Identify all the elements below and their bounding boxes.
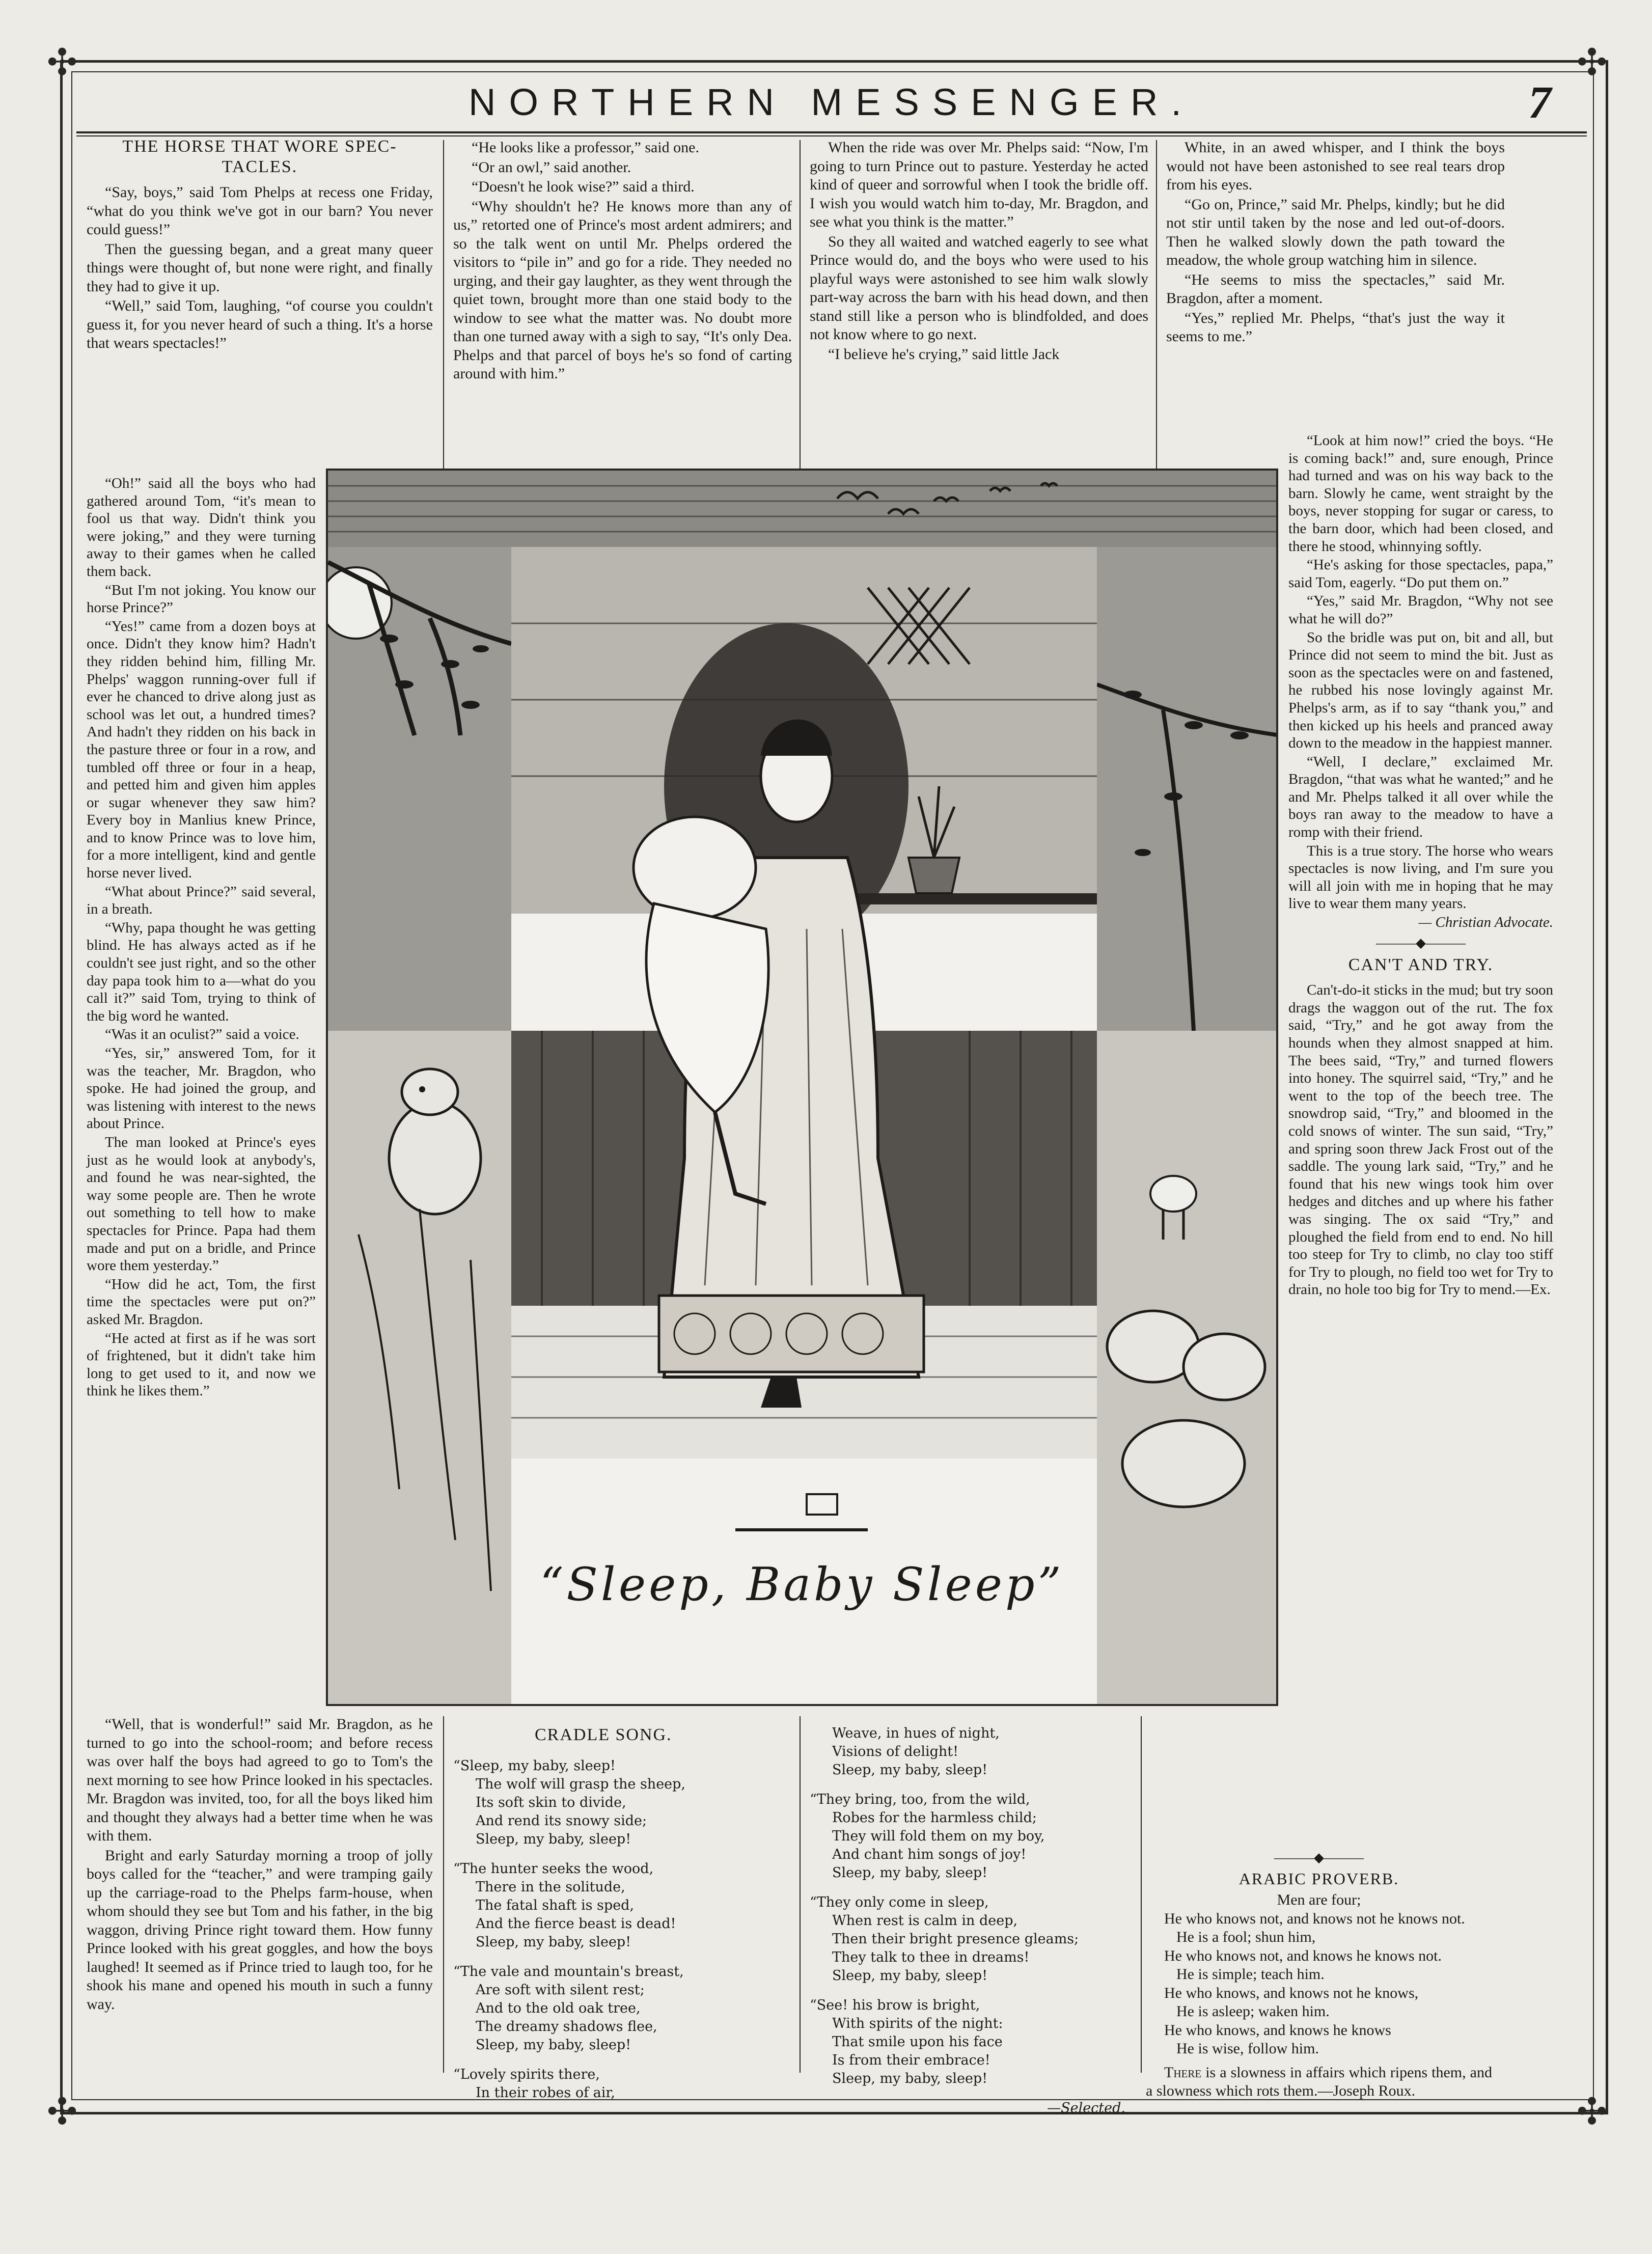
column-rule xyxy=(443,140,444,469)
section-title: CAN'T AND TRY. xyxy=(1348,955,1494,975)
poem-stanza xyxy=(453,1860,789,1951)
paragraph: White, in an awed whisper, and I think the boys would not have been astonished to see real tears drop from his eyes. xyxy=(1166,139,1505,193)
poem-stanza xyxy=(810,1791,1136,1882)
cradle-song-left xyxy=(453,1757,789,2113)
poem-line: And to the old oak tree, xyxy=(476,2000,641,2016)
paragraph: “Go on, Prince,” said Mr. Phelps, kindly; but he did not stir until taken by the nose and led out-of-doors. Then he walked slowly down the path toward the meadow, the whole group watching him in silence. xyxy=(1166,196,1505,268)
article-credit: — Christian Advocate. xyxy=(1418,914,1553,931)
paragraph: “Was it an oculist?” said a voice. xyxy=(105,1026,299,1043)
article-column-1-bottom xyxy=(87,1715,433,2015)
poem-line: The dreamy shadows flee, xyxy=(476,2019,657,2035)
paragraph: Then the guessing began, and a great many queer things were thought of, but none were right, and finally they had to give it up. xyxy=(87,240,433,295)
proverb-line: He who knows not, and knows not he knows not. xyxy=(1164,1910,1465,1927)
masthead-rule xyxy=(76,131,1587,133)
paragraph: “Why shouldn't he? He knows more than any of us,” retorted one of Prince's most ardent admirers; and so the talk went on until Mr. Phelps ordered the visitors to “pile in” and go for a ride. They needed no urging, and their gay laughter, as they went through the quiet town, brought more than one staid body to the window to see what the matter was. No doubt more than one turned away with a sigh to say, “It's only Dea. Phelps and that parcel of boys he's so fond of carting around with him.” xyxy=(453,198,792,382)
poem-line: The fatal shaft is sped, xyxy=(476,1898,635,1913)
paragraph: “Yes!” came from a dozen boys at once. Didn't they know him? Hadn't they ridden behind him, filling Mr. Phelps' waggon running-over full if ever he chanced to drive along just as school was let out, a hundred times? And hadn't they ridden on his back in the pasture three or four in a row, and tumbled off three or four in a heap, and petted him and given him apples or sugar whenever they saw him? Every boy in Manlius knew Prince, and to know Prince was to love him, for a more intelligent, kind and gentle horse never lived. xyxy=(87,618,316,882)
proverb-line: He who knows, and knows not he knows, xyxy=(1164,1984,1419,2001)
poem-line: With spirits of the night: xyxy=(832,2016,1003,2031)
column-rule xyxy=(800,140,801,469)
column-rule xyxy=(1156,140,1157,469)
poem-line: The wolf will grasp the sheep, xyxy=(476,1776,686,1792)
article-column-1-narrow xyxy=(87,475,316,1401)
poem-line: “The hunter seeks the wood, xyxy=(453,1861,654,1877)
paragraph: “Say, boys,” said Tom Phelps at recess one Friday, “what do you think we've got in our barn? You never could guess!” xyxy=(87,184,433,238)
corner-ornament-icon: ✣ xyxy=(1576,41,1608,84)
poem-line: Sleep, my baby, sleep! xyxy=(476,2037,631,2053)
corner-ornament-icon: ✣ xyxy=(46,2090,78,2133)
poem-line: “Sleep, my baby, sleep! xyxy=(453,1758,616,1774)
section-title: ARABIC PROVERB. xyxy=(1238,1869,1399,1888)
poem-line: Are soft with silent rest; xyxy=(476,1982,645,1998)
poem-stanza xyxy=(810,1996,1136,2088)
article-column-1-top xyxy=(87,136,433,354)
paragraph: “Yes,” replied Mr. Phelps, “that's just the way it seems to me.” xyxy=(1166,309,1505,345)
proverb-line: He is a fool; shun him, xyxy=(1176,1929,1316,1945)
corner-ornament-icon: ✣ xyxy=(46,41,78,84)
article-column-4-narrow xyxy=(1288,432,1553,1300)
poem-line: Weave, in hues of night, xyxy=(832,1725,1000,1741)
proverb-line: He who knows not, and knows he knows not. xyxy=(1164,1947,1442,1964)
poem-line: “They only come in sleep, xyxy=(810,1894,989,1910)
paragraph: “Why, papa thought he was getting blind. He has always acted as if he couldn't see just right, and so the other day papa took him to a—what do you call it?” said Tom, trying to think of the big word he wanted. xyxy=(87,919,316,1024)
article-column-2 xyxy=(453,139,792,384)
paragraph: “How did he act, Tom, the first time the spectacles were put on?” asked Mr. Bragdon. xyxy=(87,1276,316,1328)
proverb-line: He is wise, follow him. xyxy=(1176,2040,1319,2057)
poem-stanza xyxy=(810,1724,1136,1779)
poem-line: “Lovely spirits there, xyxy=(453,2067,600,2082)
illustration-artwork xyxy=(328,471,1278,1706)
illustration-caption: “Sleep, Baby Sleep” xyxy=(540,1558,1064,1611)
paragraph: “Well,” said Tom, laughing, “of course you couldn't guess it, for you never heard of such a thing. It's a horse that wears spectacles!” xyxy=(87,297,433,351)
poem-stanza xyxy=(453,1757,789,1849)
paragraph: Can't-do-it sticks in the mud; but try soon drags the waggon out of the rut. The fox said, “Try,” and he got away from the hounds when they almost snapped at him. The bees said, “Try,” and turned flowers into honey. The squirrel said, “Try,” and he went to the top of the beech tree. The snowdrop said, “Try,” and bloomed in the cold snows of winter. The sun said, “Try,” and spring soon threw Jack Frost out of the saddle. The young lark said, “Try,” and he found that his new wings took him over hedges and ditches and up where his father was singing. The ox said “Try,” and ploughed the field from end to end. No hill too steep for Try to climb, no clay too stiff for Try to plough, no field too wet for Try to drain, no hole too big for Try to mend.—Ex. xyxy=(1288,982,1553,1298)
poem-line: And rend its snowy side; xyxy=(476,1813,647,1829)
article-column-3 xyxy=(810,139,1148,365)
poem-line: That smile upon his face xyxy=(832,2034,1003,2050)
paragraph: “Doesn't he look wise?” said a third. xyxy=(472,178,695,195)
poem-line: Is from their embrace! xyxy=(832,2052,990,2068)
poem-line: There in the solitude, xyxy=(476,1879,625,1895)
poem-line: In their robes of air, xyxy=(476,2085,615,2101)
poem-line: Visions of delight! xyxy=(832,1744,958,1760)
paragraph: “He seems to miss the spectacles,” said Mr. Bragdon, after a moment. xyxy=(1166,271,1505,307)
poem-title: CRADLE SONG. xyxy=(535,1725,672,1744)
poem-line: They will fold them on my boy, xyxy=(832,1828,1045,1844)
paragraph: This is a true story. The horse who wears spectacles is now living, and I'm sure you will all join with me in hoping that he may live to wear them many years. xyxy=(1288,842,1553,912)
proverb-line: Men are four; xyxy=(1277,1891,1361,1908)
slowness-lead: There xyxy=(1164,2064,1202,2081)
section-divider-icon: ———◆——— xyxy=(1274,1850,1364,1865)
poem-line: Sleep, my baby, sleep! xyxy=(832,2071,988,2086)
poem-line: Robes for the harmless child; xyxy=(832,1810,1037,1826)
slowness-paragraph xyxy=(1146,2064,1492,2101)
arabic-proverb xyxy=(1146,1849,1492,2101)
poem-line: And chant him songs of joy! xyxy=(832,1847,1027,1862)
masthead-title: NORTHERN MESSENGER. xyxy=(469,81,1195,123)
proverb-line: He is simple; teach him. xyxy=(1176,1966,1325,1983)
poem-credit: —Selected. xyxy=(1047,2100,1125,2116)
poem-line: Sleep, my baby, sleep! xyxy=(832,1865,988,1881)
corner-ornament-icon: ✣ xyxy=(1576,2090,1608,2133)
paragraph: So they all waited and watched eagerly to see what Prince would do, and the boys who were used to his playful ways were astonished to see him walk slowly part-way across the barn with his head down, and then stand still like a person who is blindfolded, and does not know where to go next. xyxy=(810,233,1148,343)
poem-line: Sleep, my baby, sleep! xyxy=(476,1934,631,1950)
poem-line: “See! his brow is bright, xyxy=(810,1997,980,2013)
poem-stanza xyxy=(453,1963,789,2054)
poem-line: Its soft skin to divide, xyxy=(476,1795,626,1810)
article-title: THE HORSE THAT WORE SPEC-TACLES. xyxy=(122,137,397,176)
column-rule xyxy=(1141,1716,1142,2073)
paragraph: “Well, I declare,” exclaimed Mr. Bragdon, “that was what he wanted;” and he and Mr. Phelps talked it all over while the boys ran away to the meadow to have a romp with their friend. xyxy=(1288,753,1553,841)
poem-line: And the fierce beast is dead! xyxy=(476,1916,676,1932)
poem-line: Sleep, my baby, sleep! xyxy=(476,1831,631,1847)
paragraph: Bright and early Saturday morning a troop of jolly boys called for the “teacher,” and were tramping gaily up the carriage-road to the Phelps farm-house, when whom should they see but Tom and his father, in the big waggon, driving Prince right toward them. How funny Prince looked with his great goggles, and how the boys laughed! It seemed as if Prince tried to laugh too, for he shook his mane and opened his mouth in such a funny way. xyxy=(87,1847,433,2013)
page-number: 7 xyxy=(1528,77,1551,128)
proverb-line: He who knows, and knows he knows xyxy=(1164,2021,1391,2039)
cradle-song-right xyxy=(810,1724,1136,2118)
article-column-4-top xyxy=(1166,139,1505,347)
paragraph: So the bridle was put on, bit and all, but Prince did not seem to mind the bit. Just as soon as the spectacles were on and fastened, he rubbed his nose lovingly against Mr. Phelps's arm, as if to say “thank you,” and then kicked up his heels and pranced away down to the meadow in the happiest manner. xyxy=(1288,629,1553,752)
poem-line: Then their bright presence gleams; xyxy=(832,1931,1079,1947)
paragraph: “I believe he's crying,” said little Jack xyxy=(828,345,1060,363)
paragraph: When the ride was over Mr. Phelps said: “Now, I'm going to turn Prince out to pasture. Yesterday he acted kind of queer and sorrowful when I took the bridle off. I wish you would watch him to-day, Mr. Bragdon, and see what you think is the matter.” xyxy=(810,139,1148,230)
paragraph: “Or an owl,” said another. xyxy=(472,158,631,176)
column-rule xyxy=(443,1716,444,2073)
poem-stanza xyxy=(810,1893,1136,1985)
column-rule xyxy=(800,1716,801,2073)
paragraph: “What about Prince?” said several, in a breath. xyxy=(87,883,316,918)
paragraph: “He acted at first as if he was sort of frightened, but it didn't take him long to get used to it, and now we think he likes them.” xyxy=(87,1330,316,1399)
poem-line: “The vale and mountain's breast, xyxy=(453,1964,684,1980)
proverb-line: He is asleep; waken him. xyxy=(1176,2003,1330,2020)
poem-stanza xyxy=(453,2066,789,2102)
poem-line: “They bring, too, from the wild, xyxy=(810,1792,1030,1807)
poem-line: Sleep, my baby, sleep! xyxy=(832,1968,988,1984)
paragraph: “Well, that is wonderful!” said Mr. Bragdon, as he turned to go into the school-room; and before recess was over half the boys had agreed to go to Tom's the next morning to see how Prince looked in his spectacles. Mr. Bragdon was invited, too, for all the boys liked him and thought they always had a better time when he was with them. xyxy=(87,1716,433,1844)
paragraph: “He looks like a professor,” said one. xyxy=(472,139,699,156)
paragraph: The man looked at Prince's eyes just as he would look at anybody's, and found he was near-sighted, the way some people are. Then he wrote out something to tell how to make spectacles for Prince. Papa had them made and put on a bridle, and Prince wore them yesterday.” xyxy=(87,1134,316,1274)
paragraph: “But I'm not joking. You know our horse Prince?” xyxy=(87,582,316,616)
paragraph: “Oh!” said all the boys who had gathered around Tom, “it's mean to fool us that way. Didn't think you were joking,” and they were turning away to their games when he called them back. xyxy=(87,475,316,580)
paragraph: “Yes,” said Mr. Bragdon, “Why not see what he will do?” xyxy=(1288,593,1553,627)
section-divider-icon: ———◆——— xyxy=(1376,935,1466,950)
poem-line: Sleep, my baby, sleep! xyxy=(832,1762,988,1778)
engraving-illustration xyxy=(326,469,1278,1706)
paragraph: “Yes, sir,” answered Tom, for it was the teacher, Mr. Bragdon, who spoke. He had joined the group, and was listening with interest to the news about Prince. xyxy=(87,1045,316,1132)
masthead xyxy=(81,76,1582,127)
slowness-text: is a slowness in affairs which ripens them, and a slowness which rots them.—Joseph Roux. xyxy=(1146,2064,1492,2099)
poem-line: When rest is calm in deep, xyxy=(832,1913,1018,1929)
paragraph: “He's asking for those spectacles, papa,” said Tom, eagerly. “Do put them on.” xyxy=(1288,557,1553,591)
paragraph: “Look at him now!” cried the boys. “He is coming back!” and, sure enough, Prince had turned and was on his way back to the barn. Slowly he came, went straight by the boys, never stopping for sugar or caress, to the barn door, which had been closed, and there he stood, whinnying softly. xyxy=(1288,432,1553,555)
poem-line: They talk to thee in dreams! xyxy=(832,1949,1030,1965)
